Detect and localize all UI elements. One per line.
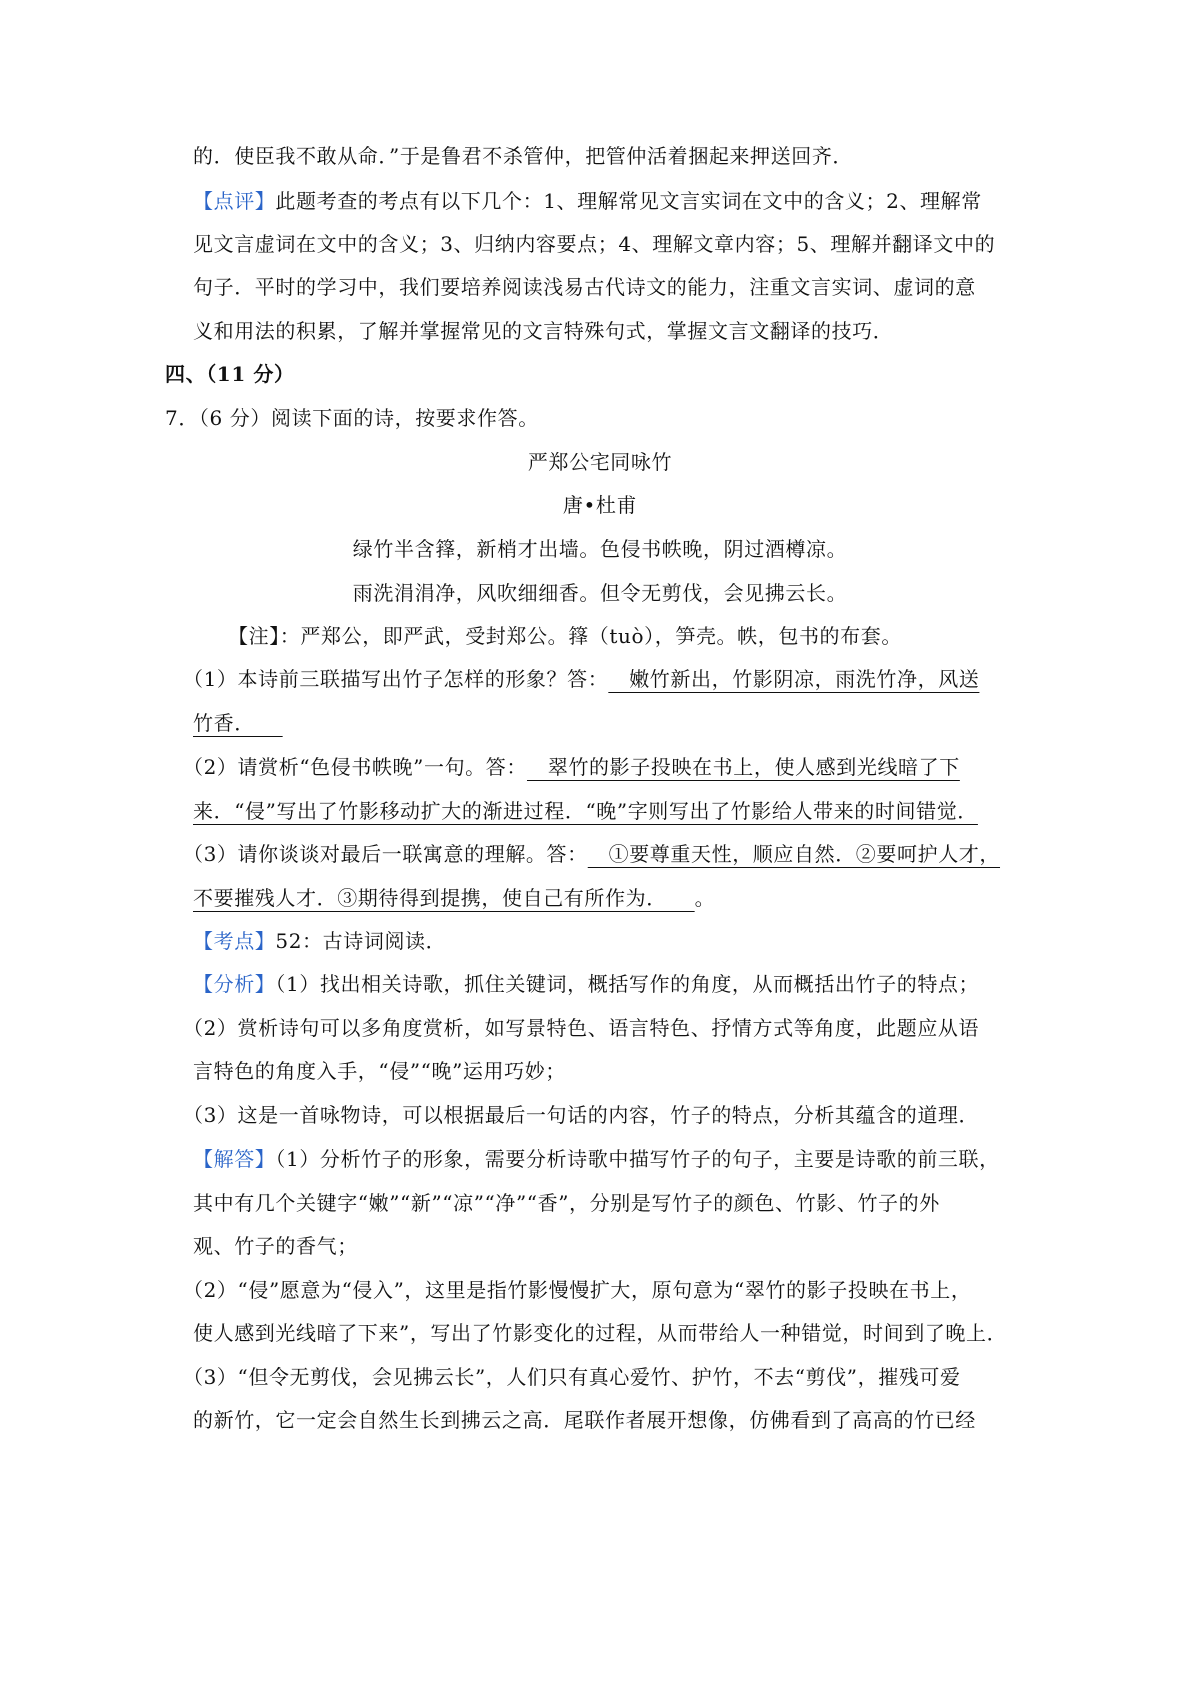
- text-line: 义和用法的积累，了解并掌握常见的文言特殊句式，掌握文言文翻译的技巧．: [193, 319, 894, 343]
- text-line: 见文言虚词在文中的含义；3、归纳内容要点；4、理解文章内容；5、理解并翻译文中的: [193, 232, 996, 256]
- poem-title: 严郑公宅同咏竹: [527, 450, 673, 474]
- dianping-line: [193, 186, 982, 216]
- kaodian-tag: 【考点】: [193, 929, 276, 953]
- sub-question-1: [183, 664, 979, 694]
- section-heading: 四、（11 分）: [165, 362, 295, 386]
- poem-line: 绿竹半含箨，新梢才出墙。色侵书帙晚，阴过酒樽凉。: [352, 537, 848, 561]
- poem-author: 唐•杜甫: [562, 493, 638, 517]
- answer-line: [193, 883, 715, 913]
- answer-text: 嫩竹新出，竹影阴凉，雨洗竹净，风送: [608, 667, 980, 691]
- text-line: （3）“但令无剪伐，会见拂云长”，人们只有真心爱竹、护竹，不去“剪伐”，摧残可爱: [183, 1365, 961, 1389]
- answer-line: [193, 796, 978, 826]
- sub-question-3: [183, 839, 1000, 869]
- text-line: 句子．平时的学习中，我们要培养阅读浅易古代诗文的能力，注重文言实词、虚词的意: [193, 275, 976, 299]
- text-line: （2）赏析诗句可以多角度赏析，如写景特色、语言特色、抒情方式等角度，此题应从语: [183, 1016, 980, 1040]
- text-line: 其中有几个关键字“嫩”“新”“凉”“净”“香”，分别是写竹子的颜色、竹影、竹子的外: [193, 1191, 940, 1215]
- sub-question-text: （3）请你谈谈对最后一联寓意的理解。答：: [183, 842, 588, 866]
- text-line: 观、竹子的香气；: [193, 1234, 358, 1258]
- jieda-line: [193, 1144, 1000, 1174]
- answer-line: [193, 708, 283, 738]
- text-line: 言特色的角度入手，“侵”“晚”运用巧妙；: [193, 1059, 566, 1083]
- answer-end: 。: [694, 886, 716, 910]
- answer-text: 来．“侵”写出了竹影移动扩大的渐进过程．“晚”字则写出了竹影给人带来的时间错觉．: [193, 799, 978, 823]
- dianping-text: 此题考查的考点有以下几个：1、理解常见文言实词在文中的含义；2、理解常: [275, 189, 982, 213]
- kaodian-text: 52：古诗词阅读．: [275, 929, 447, 953]
- poem-note: 【注】：严郑公，即严武，受封郑公。箨（tuò），笋壳。帙，包书的布套。: [228, 624, 902, 648]
- answer-text: ①要尊重天性，顺应自然．②要呵护人才，: [587, 842, 1001, 866]
- dianping-tag: 【点评】: [193, 189, 276, 213]
- sub-question-text: （2）请赏析“色侵书帙晚”一句。答：: [183, 755, 527, 779]
- poem-line: 雨洗涓涓净，风吹细细香。但令无剪伐，会见拂云长。: [352, 581, 848, 605]
- answer-text: 竹香．: [193, 711, 283, 735]
- jieda-text: （1）分析竹子的形象，需要分析诗歌中描写竹子的句子，主要是诗歌的前三联，: [275, 1147, 1000, 1171]
- sub-question-2: [183, 752, 960, 782]
- answer-text: 不要摧残人才．③期待得到提携，使自己有所作为．: [193, 886, 695, 910]
- fenxi-line: [193, 969, 979, 999]
- kaodian-line: [193, 926, 446, 956]
- text-line: 使人感到光线暗了下来”，写出了竹影变化的过程，从而带给人一种错觉，时间到了晚上．: [193, 1321, 1008, 1345]
- text-line: 的新竹，它一定会自然生长到拂云之高．尾联作者展开想像，仿佛看到了高高的竹已经: [193, 1408, 976, 1432]
- sub-question-text: （1）本诗前三联描写出竹子怎样的形象？答：: [183, 667, 609, 691]
- question-title: 7．（6 分）阅读下面的诗，按要求作答。: [165, 406, 539, 430]
- text-line: （2）“侵”愿意为“侵入”，这里是指竹影慢慢扩大，原句意为“翠竹的影子投映在书上，: [183, 1278, 972, 1302]
- answer-text: 翠竹的影子投映在书上，使人感到光线暗了下: [526, 755, 960, 779]
- fenxi-text: （1）找出相关诗歌，抓住关键词，概括写作的角度，从而概括出竹子的特点；: [275, 972, 980, 996]
- fenxi-tag: 【分析】: [193, 972, 276, 996]
- jieda-tag: 【解答】: [193, 1147, 276, 1171]
- text-line: 的．使臣我不敢从命．”于是鲁君不杀管仲，把管仲活着捆起来押送回齐．: [193, 144, 854, 168]
- text-line: （3）这是一首咏物诗，可以根据最后一句话的内容，竹子的特点，分析其蕴含的道理．: [183, 1103, 980, 1127]
